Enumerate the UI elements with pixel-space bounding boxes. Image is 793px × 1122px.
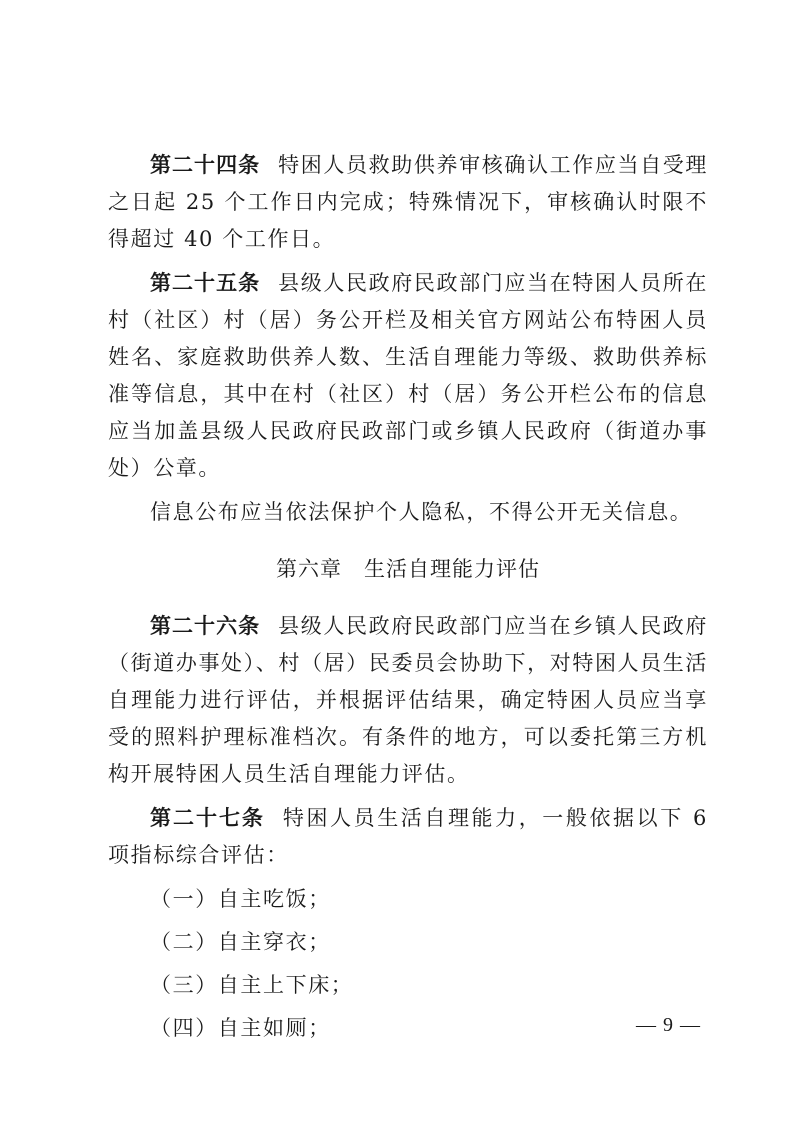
chapter-number: 第六章 — [276, 557, 342, 581]
article-27 — [108, 800, 708, 874]
list-item: （一）自主吃饭； — [150, 887, 331, 911]
article-27-text: 特困人员生活自理能力，一般依据以下 6 项指标综合评估： — [108, 806, 708, 867]
list-item: （三）自主上下床； — [150, 973, 354, 997]
article-25-continuation: 信息公布应当依法保护个人隐私，不得公开无关信息。 — [150, 500, 693, 524]
chapter-title: 生活自理能力评估 — [364, 557, 540, 581]
list-item: （二）自主穿衣； — [150, 930, 331, 954]
article-26-text: 县级人民政府民政部门应当在乡镇人民政府（街道办事处）、村（居）民委员会协助下，对特困人员生活自理能力进行评估，并根据评估结果，确定特困人员应当享受的照料护理标准档次。有条件的地方，可以委托第三方机构开展特困人员生活自理能力评估。 — [108, 614, 709, 786]
article-24-text: 特困人员救助供养审核确认工作应当自受理之日起 25 个工作日内完成；特殊情况下，审核确认时限不得超过 40 个工作日。 — [108, 153, 709, 251]
article-26-label: 第二十六条 — [150, 614, 261, 638]
list-item: （四）自主如厕； — [150, 1016, 331, 1040]
article-25 — [108, 265, 708, 487]
chapter-heading — [108, 551, 708, 588]
article-25-label: 第二十五条 — [150, 271, 261, 295]
article-24 — [108, 147, 708, 258]
page-content — [108, 147, 708, 1053]
page-number: — 9 — — [636, 1014, 701, 1036]
article-27-label: 第二十七条 — [150, 806, 265, 830]
article-25-text: 县级人民政府民政部门应当在特困人员所在村（社区）村（居）务公开栏及相关官方网站公布特困人员姓名、家庭救助供养人数、生活自理能力等级、救助供养标准等信息，其中在村（社区）村（居）务公开栏公布的信息应当加盖县级人民政府民政部门或乡镇人民政府（街道办事处）公章。 — [108, 271, 709, 480]
article-26 — [108, 608, 708, 793]
article-24-label: 第二十四条 — [150, 153, 261, 177]
